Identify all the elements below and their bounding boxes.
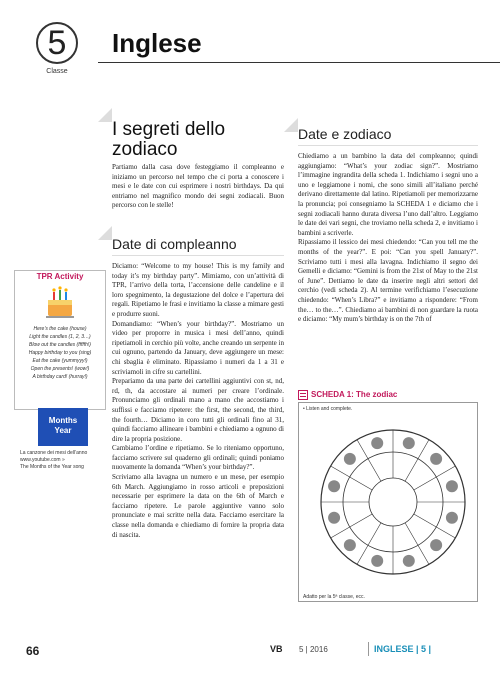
zodiac-sign-icon	[446, 512, 458, 524]
header-rule	[98, 62, 500, 63]
zodiac-sign-icon	[371, 555, 383, 567]
zodiac-sign-icon	[344, 453, 356, 465]
birthday-cake-icon	[44, 286, 76, 320]
zodiac-sign-icon	[430, 539, 442, 551]
zodiac-sign-icon	[430, 453, 442, 465]
section-rule	[298, 145, 478, 146]
zodiac-sign-icon	[403, 555, 415, 567]
class-label: Classe	[46, 68, 68, 75]
article-title: I segreti dello zodiaco	[112, 119, 226, 160]
decor-triangle	[284, 118, 298, 132]
zodiac-wheel	[318, 414, 468, 590]
tpr-line: Open the presents! (wow!)	[30, 366, 90, 372]
decor-triangle	[98, 226, 112, 240]
issue-label: 5 | 2016	[299, 645, 328, 654]
paragraph: Diciamo: “Welcome to my house! This is my family and today it’s my birthday party”. Mimiamo, con un’attività di TPR, l’arrivo della torta, l’accensione delle candeline e il loro spegnimento, la degustazione del dolce e l’apertura dei regali. Ripetiamo le frasi e invitiamo la classe a mimare gesti e produrre suoni.	[112, 262, 284, 318]
zodiac-sign-icon	[328, 480, 340, 492]
video-title: Months Year	[48, 416, 78, 435]
article-intro: Partiamo dalla casa dove festeggiamo il compleanno e iniziamo un percorso nel tempo che ci porta a conoscere i mesi e le date con cui esprimere i nostri birthdays. Da qui entriamo nel magnifico mondo dei segni zodiacali. Buon percorso con le stelle!	[112, 163, 284, 210]
decor-triangle	[98, 108, 112, 122]
magazine-logo: VB	[270, 644, 283, 654]
worksheet-icon	[298, 390, 308, 400]
section-rule	[112, 255, 284, 256]
tpr-line: A birthday card! (hurray!)	[32, 374, 88, 380]
paragraph: Prepariamo da una parte dei cartellini aggiuntivi con st, nd, rd, th, da accostare ai numeri per creare l’ordinale. Pronunciamo gli ordinali mano a mano che accostiamo i suffissi e facciamo ripetere: the first, the second, the third, the fourth… Diciamo in coro tutti gli ordinali fino al 31, quindi facciamo allineare i bambini e chiediamo a ognuno di dire la propria posizione.	[112, 377, 284, 443]
zodiac-sign-icon	[344, 539, 356, 551]
worksheet-footer: Adatto per la 5ª classe, ecc.	[303, 594, 365, 600]
zodiac-sign-icon	[403, 437, 415, 449]
tpr-line: Eat the cake (yummyyy!)	[32, 358, 88, 364]
zodiac-sign-icon	[371, 437, 383, 449]
section-label: INGLESE | 5 |	[374, 644, 432, 654]
paragraph: Scriviamo alla lavagna un numero e un mese, per esempio 6th March. Aggiungiamo in rosso articoli e preposizioni necessarie per esprimere la data on the 6th of March e facciamo ripetere. Le parole aggiuntive vanno solo pronunciate e mai scritte nella data. Facciamo esercitare la classe nella domanda e chiediamo di fornire la propria data di nascita.	[112, 473, 284, 539]
section-heading-compleanno: Date di compleanno	[112, 236, 237, 252]
class-number-badge: 5	[36, 22, 78, 64]
months-video-thumbnail[interactable]	[38, 408, 88, 446]
tpr-line: Happy birthday to you (sing)	[28, 350, 92, 356]
worksheet-label: SCHEDA 1: The zodiac	[311, 390, 398, 399]
song-title: The Months of the Year song	[20, 464, 84, 470]
paragraph: Ripassiamo il lessico dei mesi chiedendo: “Can you tell me the months of the year?”. E poi: “Can you spell January?”. Scriviamo tutti i mesi alla lavagna. Indichiamo il segno dei Gemelli e diciamo: “Gemini is from the 21st of May to the 21st of June”. Dettiamo le date da inserire negli altri settori del cerchio (vedi scheda 2). Al termine verifichiamo l’esecuzione chiedendo: “When’s Libra?” e invitiamo a rispondere: “From the… to the…”. Chiediamo ai bambini di non guardare la ruota e diciamo: “My mum’s birthday is on the 7th of	[298, 238, 478, 324]
tpr-activity-title: TPR Activity	[36, 272, 84, 281]
section-body-zodiaco	[298, 152, 478, 325]
section-body-compleanno	[112, 262, 284, 540]
paragraph: Chiediamo a un bambino la data del compleanno; quindi aggiungiamo: “What’s your zodiac sign?”. Mostriamo l’immagine ingrandita della scheda 1. Indichiamo i segni uno a uno e leggiamone i nomi, che sono simili all’italiano perché derivano direttamente dal latino. Ripetiamoli per memorizzarne la pronuncia; poi consegniamo la SCHEDA 1 e diciamo che i segni zodiacali hanno durata diversa l’uno dall’altro. Leggiamo le date dei vari segni, che troviamo nella scheda 2, e invitiamo i bambini a scriverle.	[298, 152, 478, 237]
zodiac-sign-icon	[446, 480, 458, 492]
tpr-line: Here’s the cake (house)	[33, 326, 87, 332]
footer-separator	[368, 642, 369, 656]
tpr-line: Blow out the candles (fffffh!)	[29, 342, 91, 348]
page-number: 66	[26, 644, 40, 658]
song-link[interactable]: La canzone dei mesi dell’anno	[20, 450, 88, 456]
zodiac-sign-icon	[328, 512, 340, 524]
section-heading-zodiaco: Date e zodiaco	[298, 126, 392, 142]
youtube-link[interactable]: www.youtube.com »	[20, 457, 65, 463]
subject-title: Inglese	[112, 28, 202, 58]
tpr-line: Light the candles (1, 2, 3…)	[29, 334, 91, 340]
sidebar-note	[20, 450, 100, 471]
paragraph: Domandiamo: “When’s your birthday?”. Mostriamo un video per proporre in musica i mesi dell’anno, quindi ripetiamoli in cerchio più volte, anche creando un serpente in cui ognuno, partendo da January, deve aggiungere un mese: chi sbaglia è eliminato. Ripassiamo i numeri da 1 a 31 e scriviamoli in cifre su cartellini.	[112, 319, 284, 376]
worksheet-instruction: • Listen and complete.	[303, 406, 353, 412]
paragraph: Cambiamo l’ordine e ripetiamo. Se lo riteniamo opportuno, facciamo scrivere sul quaderno gli ordinali; quindi poniamo nuovamente la domanda “When’s your birthday?”.	[112, 444, 284, 472]
